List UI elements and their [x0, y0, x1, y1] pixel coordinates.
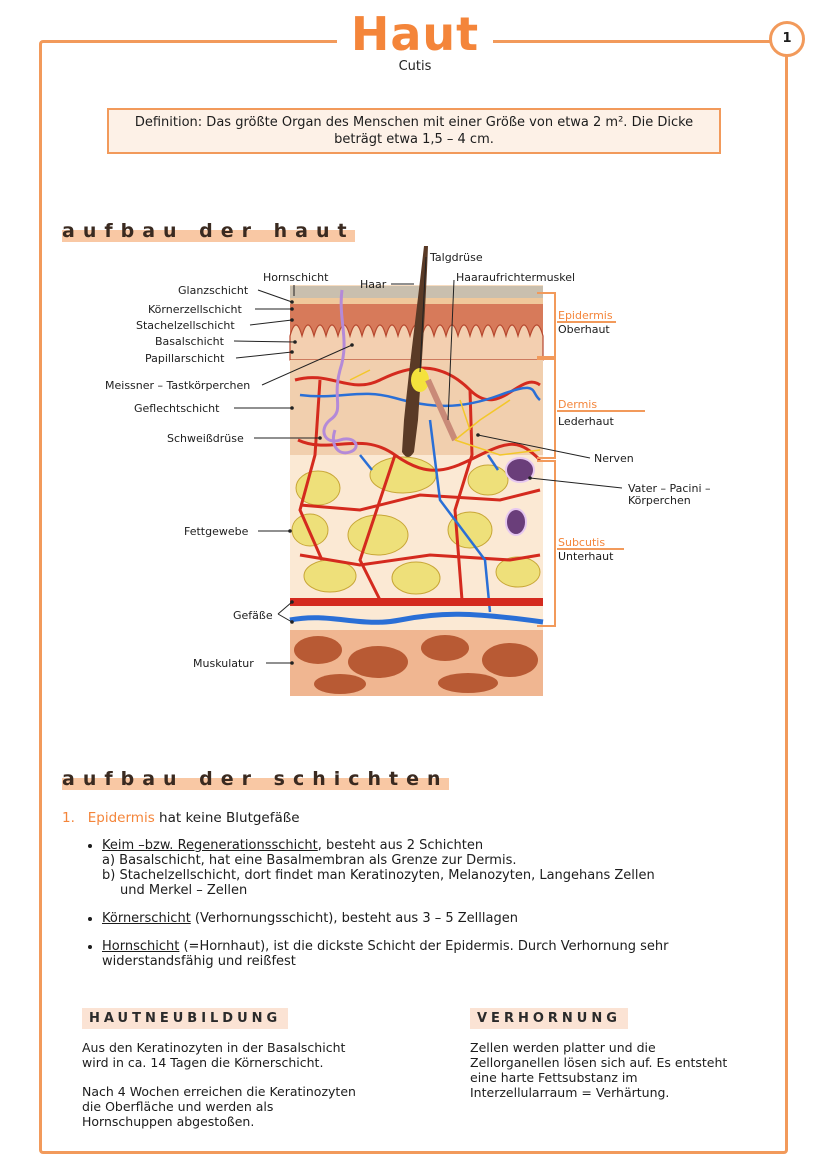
label-papillarschicht: Papillarschicht — [145, 352, 225, 365]
bullet-term: Keim –bzw. Regenerationsschicht — [102, 838, 318, 853]
label-koernerzellschicht: Körnerzellschicht — [148, 303, 242, 316]
box-left-line: wird in ca. 14 Tagen die Körnerschicht. — [82, 1055, 324, 1070]
artery-band — [290, 598, 543, 606]
box-heading-hautneubildung: HAUTNEUBILDUNG — [82, 1008, 288, 1029]
label-meissner: Meissner – Tastkörperchen — [105, 379, 251, 392]
label-stachelzellschicht: Stachelzellschicht — [136, 319, 235, 332]
bullet-term: Körnerschicht — [102, 911, 191, 926]
section-heading-text: aufbau der haut — [62, 220, 355, 242]
bullet-text-cont: widerstandsfähig und reißfest — [102, 954, 296, 969]
box-left-line: Aus den Keratinozyten in der Basalschicht — [82, 1040, 346, 1055]
box-right-line: Zellorganellen lösen sich auf. Es entsteht — [470, 1055, 728, 1070]
layer-epidermis-name: Epidermis — [558, 309, 613, 322]
list-item — [102, 939, 762, 969]
layer-epidermis-german: Oberhaut — [558, 323, 610, 336]
pacini-corpuscle — [506, 509, 526, 535]
label-talgdruese: Talgdrüse — [430, 251, 483, 264]
label-vater-pacini: Vater – Pacini – — [628, 482, 711, 495]
box-left-line: Hornschuppen abgestoßen. — [82, 1114, 255, 1129]
box-right-line: eine harte Fettsubstanz im — [470, 1070, 638, 1085]
label-glanzschicht: Glanzschicht — [178, 284, 249, 297]
glanz-layer — [290, 298, 543, 304]
label-geflechtschicht: Geflechtschicht — [134, 402, 220, 415]
section-heading-text: aufbau der schichten — [62, 768, 449, 790]
point-1 — [62, 810, 300, 826]
definition-line-2: beträgt etwa 1,5 – 4 cm. — [334, 132, 494, 147]
point-text: hat keine Blutgefäße — [154, 810, 300, 826]
bullet-list — [82, 838, 762, 982]
bullet-sub-b: b) Stachelzellschicht, dort findet man Keratinozyten, Melanozyten, Langehans Zellen — [102, 868, 655, 883]
horn-layer — [290, 286, 543, 298]
bullet-sub-b-cont: und Merkel – Zellen — [120, 883, 248, 898]
definition-line-1: Definition: Das größte Organ des Menschen mit einer Größe von etwa 2 m². Die Dicke — [134, 115, 694, 130]
box-left-line: die Oberfläche und werden als — [82, 1099, 274, 1114]
label-hornschicht: Hornschicht — [263, 271, 329, 284]
box-left-text — [82, 1040, 422, 1129]
label-schweissdruese: Schweißdrüse — [167, 432, 244, 445]
bullet-sub-a: a) Basalschicht, hat eine Basalmembran als Grenze zur Dermis. — [102, 853, 517, 868]
page-number: 1 — [769, 21, 805, 57]
list-item — [102, 911, 762, 926]
label-koerperchen: Körperchen — [628, 494, 691, 507]
box-heading-verhornung: VERHORNUNG — [470, 1008, 628, 1029]
box-right-line: Interzellularraum = Verhärtung. — [470, 1085, 670, 1100]
point-term: Epidermis — [87, 810, 155, 826]
label-fettgewebe: Fettgewebe — [184, 525, 249, 538]
label-nerven: Nerven — [594, 452, 634, 465]
label-haaraufrichtermuskel: Haaraufrichtermuskel — [456, 271, 576, 284]
section-heading-aufbau-schichten — [62, 768, 449, 790]
box-left-line: Nach 4 Wochen erreichen die Keratinozyten — [82, 1084, 356, 1099]
box-right-text — [470, 1040, 780, 1100]
layer-subcutis-name: Subcutis — [558, 536, 606, 549]
bullet-text: (=Hornhaut), ist die dickste Schicht der Epidermis. Durch Verhornung sehr — [179, 939, 669, 954]
bullet-text: (Verhornungsschicht), besteht aus 3 – 5 Zelllagen — [190, 911, 518, 926]
box-right-line: Zellen werden platter und die — [470, 1040, 656, 1055]
point-number: 1. — [62, 810, 75, 826]
label-muskulatur: Muskulatur — [193, 657, 254, 670]
bullet-text: , besteht aus 2 Schichten — [317, 838, 484, 853]
layer-subcutis-german: Unterhaut — [558, 550, 614, 563]
label-gefaesse: Gefäße — [233, 609, 273, 622]
layer-dermis-name: Dermis — [558, 398, 598, 411]
page-subtitle: Cutis — [398, 59, 432, 74]
bullet-term: Hornschicht — [102, 939, 180, 954]
label-haar: Haar — [360, 278, 387, 291]
layer-dermis-german: Lederhaut — [558, 415, 614, 428]
page-title: Haut — [350, 7, 480, 61]
label-basalschicht: Basalschicht — [155, 335, 224, 348]
list-item — [102, 838, 762, 898]
